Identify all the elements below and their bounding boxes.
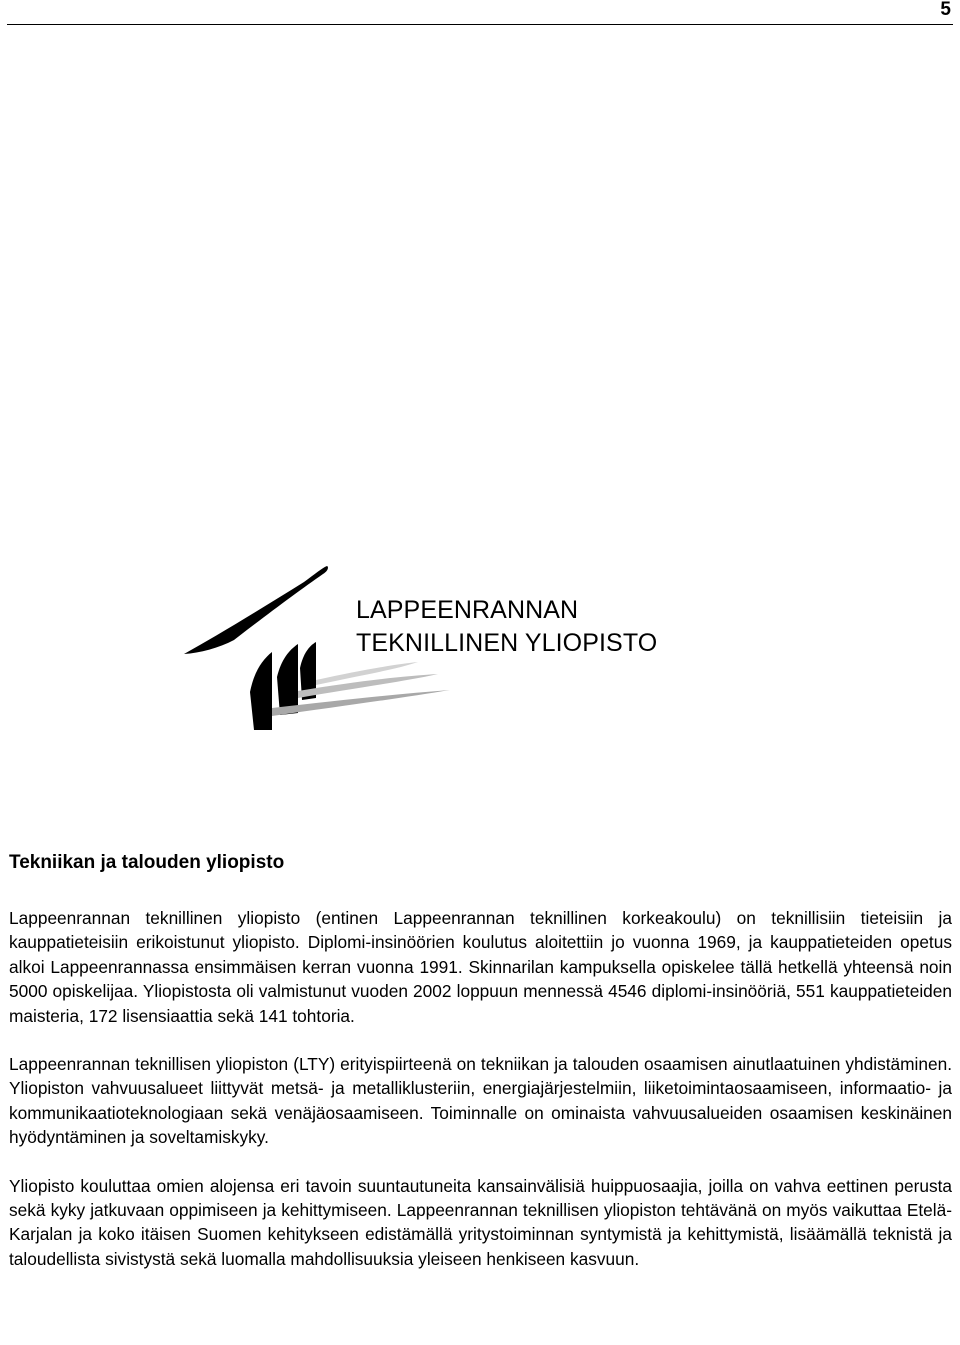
logo-pillar-2 [277,644,298,715]
logo-text-line1: LAPPEENRANNAN [356,596,579,624]
page-number: 5 [940,0,951,20]
paragraph-intro: Lappeenrannan teknillinen yliopisto (entinen Lappeenrannan teknillinen korkeakoulu) on teknillisiin tieteisiin ja kauppatieteisiin erikoistunut yliopisto. Diplomi-insinöörien koulutus aloitettiin jo vuonna 1969, ja kauppatieteiden opetus alkoi Lappeenrannassa ensimmäisen kerran vuonna 1991. Skinnarilan kampuksella opiskelee tällä hetkellä yhteensä noin 5000 opiskelijaa. Yliopistosta oli valmistunut vuoden 2002 loppuun mennessä 4546 diplomi-insinööriä, 551 kauppatieteiden maisteria, 172 lisensiaattia sekä 141 tohtoria. [9,908,952,1026]
header-rule [7,24,953,25]
paragraph-strengths: Lappeenrannan teknillisen yliopiston (LTY) erityispiirteenä on tekniikan ja talouden osaamisen ainutlaatuinen yhdistäminen. Yliopiston vahvuusalueet liittyvät metsä- ja metalliklusteriin, energiajärjestelmiin, liiketoimintaosaamiseen, informaatio- ja kommunikaatioteknologiaan sekä venäjäosaamiseen. Toiminnalle on ominaista vahvuusalueiden osaamisen keskinäinen hyödyntäminen ja soveltamiskyky. [9,1054,952,1148]
paragraph-mission: Yliopisto kouluttaa omien alojensa eri tavoin suuntautuneita kansainvälisiä huippuosaajia, joilla on vahva eettinen perusta sekä kyky jatkuvaan oppimiseen ja kehittymiseen. Lappeenrannan teknillisen yliopiston tehtävänä on myös vaikuttaa Etelä-Karjalan ja koko itäisen Suomen kehitykseen edistämällä yritystoiminnan syntymistä ja kehittymistä, lisäämällä teknistä ja taloudellista sivistystä sekä luomalla mahdollisuuksia yleiseen henkiseen kasvuun. [9,1175,952,1269]
logo-pillar-1 [250,652,272,730]
logo-swoosh [184,566,328,654]
logo-text-line2: TEKNILLINEN YLIOPISTO [356,629,658,657]
logo-text [356,594,657,660]
section-title: Tekniikan ja talouden yliopisto [9,852,285,873]
main-content [9,848,952,1295]
